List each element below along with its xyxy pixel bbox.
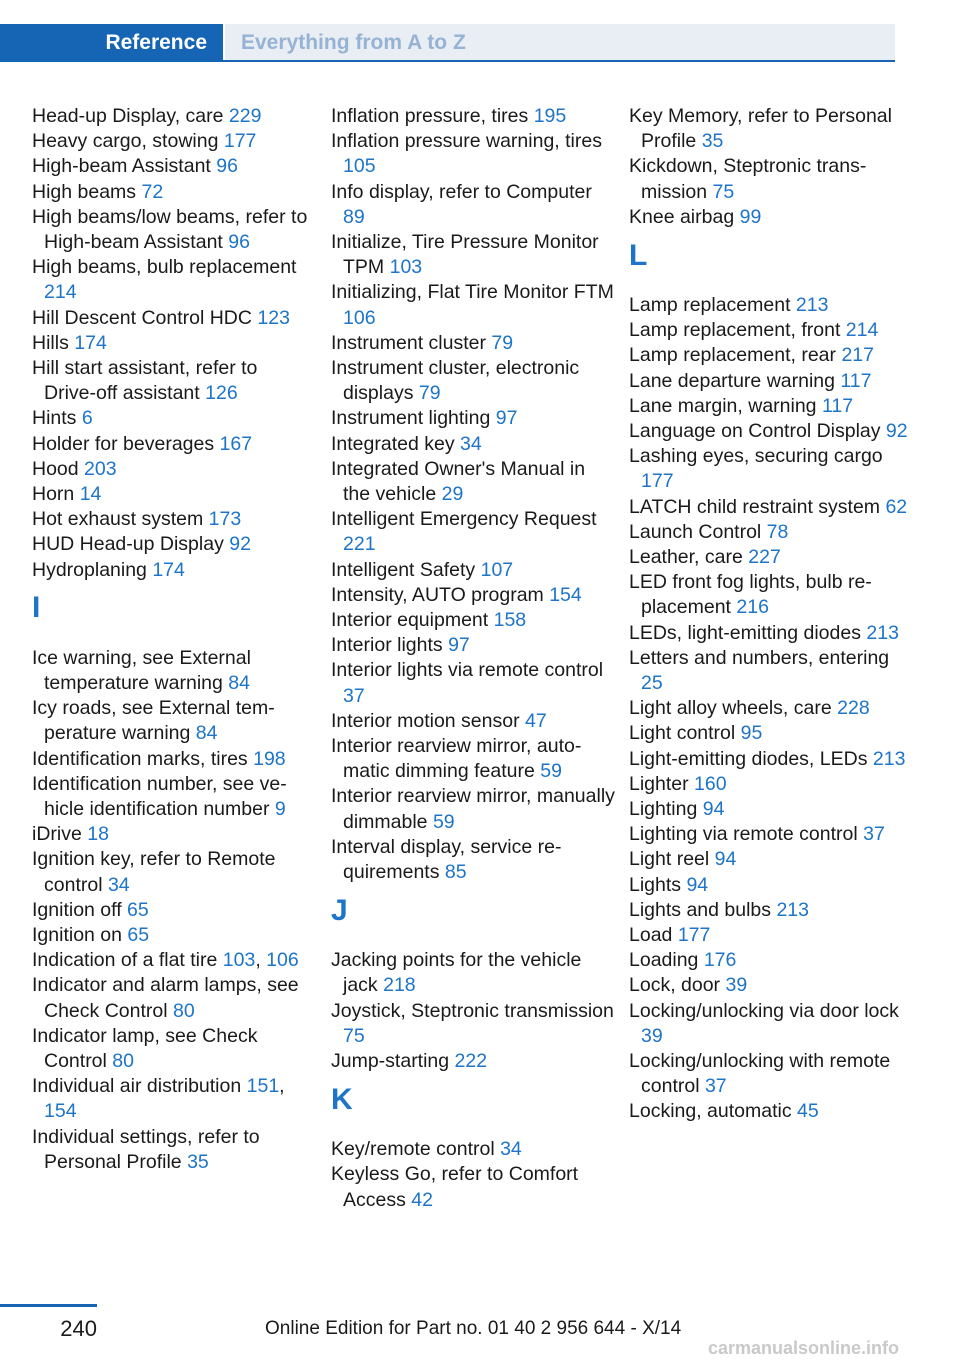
entry-term: Light control [629,722,741,745]
index-entry [331,180,616,230]
page-number: 240 [60,1316,97,1341]
entry-term: Ice warning, see External temperature warning [32,646,251,694]
entry-term: Leather, care [629,545,749,568]
page-link[interactable]: 18 [87,823,109,846]
entry-term: Instrument cluster [331,331,492,354]
entry-term: High-beam Assistant [32,155,217,178]
page-link[interactable]: 80 [172,999,195,1022]
page-link[interactable]: 154 [44,1100,77,1123]
page-link[interactable]: 89 [343,205,365,228]
entry-term: Locking/unlocking via door lock [629,999,899,1022]
entry-term: Individual air distribution [32,1075,247,1098]
page-link[interactable]: 227 [748,545,781,568]
page-link[interactable]: 65 [127,923,150,946]
page-link[interactable]: 154 [549,583,582,606]
page-link[interactable]: 59 [540,760,562,783]
subsection-tab[interactable]: Everything from A to Z [225,24,895,62]
watermark: carmanualsonline.info [708,1338,900,1358]
index-entry [629,923,914,948]
index-entry [331,331,616,356]
entry-term: Inflation pressure, tires [331,105,534,127]
entry-term: Lashing eyes, securing cargo [629,445,883,468]
index-entry [331,999,616,1049]
entry-term: Interior rearview mirror, manually dimmable [331,785,615,833]
index-column-2 [331,104,616,1213]
index-entry [331,129,616,179]
index-entry [32,205,312,255]
index-entry [629,999,914,1049]
entry-term: Instrument cluster, electronic displays [331,357,580,405]
index-entry [629,621,914,646]
entry-term: Instrument lighting [331,407,496,430]
edition-note: Online Edition for Part no. 01 40 2 956 644 - X/14 [265,1318,682,1339]
entry-term: Language on Control Display [629,419,886,442]
index-entry [331,784,616,834]
index-letter-heading: J [331,893,348,927]
index-entry [32,507,312,532]
entry-term: Hydroplaning [32,558,153,581]
page-link[interactable]: 34 [460,432,482,455]
entry-term: Indicator lamp, see Check Control [32,1024,258,1072]
page-link[interactable]: 105 [343,155,376,178]
index-entry [32,973,312,1023]
entry-term: Initialize, Tire Pressure Monitor TPM [331,231,599,279]
page-link[interactable]: 29 [441,483,464,506]
index-entry [331,558,616,583]
entry-term: Light-emitting diodes, LEDs [629,747,873,770]
entry-term: Intelligent Safety [331,558,481,581]
index-entry [331,356,616,406]
page-link[interactable]: 106 [343,306,376,329]
entry-term: Icy roads, see External temperature warning [32,697,275,745]
page-link[interactable]: 97 [495,407,518,430]
page-link[interactable]: 203 [84,457,117,480]
entry-term: Letters and numbers, entering [629,646,890,669]
index-entry [32,306,312,331]
index-entry [331,835,616,885]
page-link[interactable]: 6 [81,407,93,430]
page-link[interactable]: 9 [274,797,286,820]
index-entry [629,1049,914,1099]
page-link[interactable]: 80 [112,1050,134,1072]
entry-term: Identification number, see vehicle identification number [32,772,287,820]
page-link[interactable]: 14 [79,483,102,506]
entry-term: Intensity, AUTO program [331,583,550,606]
page-link[interactable]: 195 [533,105,567,127]
index-entry [629,154,914,204]
index-entry [32,747,312,772]
page-link[interactable]: 103 [222,949,256,972]
entry-term: Lamp replacement, front [629,319,846,342]
index-entry [32,406,312,431]
index-entry [629,444,914,494]
index-entry [331,1137,616,1162]
entry-term: Load [629,923,678,946]
page-link[interactable]: 39 [641,1024,663,1047]
entry-term: LED front fog lights, bulb replacement [629,571,872,619]
entry-term: Lane margin, warning [629,394,822,417]
page-separator: , [255,949,267,972]
page-link[interactable]: 158 [493,609,527,632]
page-link[interactable]: 96 [216,155,238,178]
page-link[interactable]: 103 [389,256,423,279]
page-link[interactable]: 218 [383,974,416,997]
entry-term: Ignition key, refer to Remote control [32,848,276,896]
page-link[interactable]: 84 [195,722,218,745]
entry-term: Interior lights via remote control [331,659,604,682]
page-link[interactable]: 228 [837,697,870,720]
page-link[interactable]: 35 [701,130,724,153]
index-entry [331,583,616,608]
index-entry [331,507,616,557]
index-entry [629,797,914,822]
page-link[interactable]: 214 [845,319,879,342]
page-link[interactable]: 176 [703,949,737,972]
index-entry [629,520,914,545]
page-link[interactable]: 42 [411,1188,433,1211]
entry-term: Hill start assistant, refer to Drive-off assistant [32,357,258,405]
page-link[interactable]: 75 [343,1024,365,1047]
page-link[interactable]: 85 [444,861,467,884]
entry-term: Locking/unlocking with remote control [629,1050,891,1098]
entry-term: Knee airbag [629,205,740,228]
page-link[interactable]: 229 [228,105,262,127]
page-link[interactable]: 167 [219,432,253,455]
entry-term: Interior rearview mirror, automatic dimming feature [331,735,582,783]
page-link[interactable]: 94 [702,797,725,820]
index-entry [32,923,312,948]
index-entry [629,343,914,368]
entry-term: Lane departure warning [629,369,841,392]
index-entry [32,646,312,696]
page-link[interactable]: 94 [686,873,709,896]
index-entry [331,406,616,431]
entry-term: Lamp replacement [629,293,796,316]
index-letter-heading: K [331,1082,353,1116]
index-entry [32,1024,312,1074]
page-link[interactable]: 117 [821,394,854,417]
page-link[interactable]: 99 [739,205,762,228]
index-entry [629,646,914,696]
entry-term: Inflation pressure warning, tires [331,130,602,153]
index-entry [32,772,312,822]
entry-term: High beams/low beams, refer to High-beam Assistant [32,205,308,254]
page-link[interactable]: 37 [704,1075,727,1098]
index-entry [331,633,616,658]
index-entry [32,898,312,923]
page-link[interactable]: 174 [152,558,185,581]
page-link[interactable]: 92 [885,419,908,442]
page-link[interactable]: 72 [141,180,164,203]
page-link[interactable]: 94 [714,848,737,871]
page-link[interactable]: 95 [740,722,763,745]
index-entry [32,482,312,507]
index-entry [629,696,914,721]
index-entry [32,822,312,847]
entry-term: Holder for beverages [32,432,220,455]
index-entry [629,104,914,154]
page-link[interactable]: 213 [872,747,906,770]
page-link[interactable]: 79 [491,331,514,354]
entry-term: Light reel [629,848,715,871]
index-column-3 [629,104,914,1125]
index-entry [331,1049,616,1074]
index-entry [629,545,914,570]
index-entry [331,709,616,734]
entry-term: Jump-starting [331,1050,455,1072]
page-link[interactable]: 25 [641,671,663,694]
entry-term: Identification marks, tires [32,747,254,770]
index-column-1 [32,104,312,1175]
index-entry [32,532,312,557]
footer-rule [0,1304,97,1307]
page-link[interactable]: 47 [525,709,547,732]
index-entry [331,658,616,708]
entry-term: Interior lights [331,634,449,657]
page-link[interactable]: 97 [448,634,470,657]
index-entry [629,419,914,444]
page-link[interactable]: 160 [694,772,727,795]
section-tab[interactable]: Reference [0,24,223,62]
page-link[interactable]: 177 [641,470,674,493]
page-link[interactable]: 65 [127,898,149,921]
index-entry [32,154,312,179]
entry-term: Hills [32,331,75,354]
page-link[interactable]: 92 [229,533,251,556]
index-entry [32,180,312,205]
index-entry [32,1074,312,1124]
entry-term: Hood [32,457,85,480]
entry-term: Lighting [629,797,703,820]
index-entry [32,356,312,406]
page-link[interactable]: 79 [418,382,441,405]
index-entry [331,1162,616,1212]
index-entry [629,721,914,746]
index-entry [32,432,312,457]
entry-term: Launch Control [629,520,767,543]
page-link[interactable]: 173 [208,508,242,531]
entry-term: Indication of a flat tire [32,949,223,972]
page-link[interactable]: 177 [677,923,711,946]
entry-term: Interior motion sensor [331,709,526,732]
index-entry [629,495,914,520]
entry-term: Head-up Display, care [32,105,229,127]
index-entry [32,457,312,482]
index-entry [32,847,312,897]
entry-term: Light alloy wheels, care [629,697,838,720]
index-entry [629,369,914,394]
index-entry [629,873,914,898]
entry-term: Integrated Owner's Manual in the vehicle [331,457,586,506]
entry-term: Lighting via remote control [629,823,864,846]
entry-term: Integrated key [331,432,460,455]
entry-term: Key Memory, refer to Personal Profile [629,105,892,153]
index-entry [629,1099,914,1124]
page-link[interactable]: 37 [343,684,365,707]
page-link[interactable]: 126 [205,382,238,405]
page-link[interactable]: 214 [44,281,77,304]
page-link[interactable]: 34 [107,873,130,896]
header-rule [0,60,895,62]
entry-term: Lights and bulbs [629,898,777,921]
entry-term: Keyless Go, refer to Comfort Access [331,1163,579,1211]
index-entry [629,973,914,998]
index-entry [629,822,914,847]
page-link[interactable]: 123 [257,306,290,329]
page-link[interactable]: 174 [74,331,107,354]
page-link[interactable]: 35 [187,1150,209,1173]
entry-term: High beams [32,180,142,203]
index-entry [629,570,914,620]
page-link[interactable]: 59 [432,810,455,833]
index-entry [629,318,914,343]
entry-term: Info display, refer to Computer [331,180,592,203]
index-entry [331,457,616,507]
entry-term: iDrive [32,823,88,846]
index-entry [32,696,312,746]
page-link[interactable]: 177 [223,130,257,153]
entry-term: Ignition off [32,898,128,921]
index-entry [331,608,616,633]
page-link[interactable]: 39 [725,974,748,997]
entry-term: Heavy cargo, stowing [32,130,224,153]
entry-term: High beams, bulb replacement [32,256,297,279]
index-entry [32,255,312,305]
index-letter-heading: L [629,238,648,272]
page-link[interactable]: 84 [228,671,250,694]
page-link[interactable]: 75 [712,180,735,203]
index-entry [331,948,616,998]
entry-term: LEDs, light-emitting diodes [629,621,867,644]
entry-term: Lock, door [629,974,726,997]
page-link[interactable]: 198 [253,747,286,770]
entry-term: Hints [32,407,82,430]
page-link[interactable]: 222 [454,1050,488,1072]
entry-term: Hill Descent Control HDC [32,306,258,329]
index-entry [629,747,914,772]
page-link[interactable]: 221 [343,533,376,556]
index-entry [629,948,914,973]
page-link[interactable]: 151 [246,1075,280,1098]
index-entry [331,734,616,784]
index-entry [32,558,312,583]
index-entry [32,1125,312,1175]
page-link[interactable]: 96 [228,231,250,254]
entry-term: Interior equipment [331,609,494,632]
entry-term: Loading [629,949,704,972]
entry-term: Locking, automatic [629,1100,798,1123]
entry-term: Lights [629,873,687,896]
index-entry [629,205,914,230]
entry-term: Initializing, Flat Tire Monitor FTM [331,281,614,304]
page-link[interactable]: 107 [480,558,514,581]
entry-term: Interval display, service requirements [331,835,562,884]
page-link[interactable]: 213 [866,621,899,644]
entry-term: Lighter [629,772,695,795]
index-entry [32,948,312,973]
entry-term: Hot exhaust system [32,508,209,531]
index-entry [331,432,616,457]
entry-term: Horn [32,483,80,506]
page-link[interactable]: 213 [776,898,809,921]
page-link[interactable]: 34 [500,1138,522,1161]
page-link[interactable]: 62 [885,495,908,518]
page-header [0,24,895,62]
page-link[interactable]: 106 [266,949,299,972]
entry-term: Ignition on [32,923,128,946]
index-entry [629,898,914,923]
entry-term: Kickdown, Steptronic transmission [629,155,867,203]
entry-term: Intelligent Emergency Request [331,508,597,531]
page-link[interactable]: 216 [736,596,769,619]
index-entry [32,331,312,356]
index-entry [32,129,312,154]
index-entry [629,293,914,318]
entry-term: Indicator and alarm lamps, see Check Control [32,974,299,1022]
page-link[interactable]: 213 [795,293,829,316]
page-link[interactable]: 45 [797,1100,819,1123]
page-link[interactable]: 117 [840,369,872,392]
page-link[interactable]: 37 [863,823,885,846]
entry-term: Jacking points for the vehicle jack [331,949,582,997]
entry-term: Lamp replacement, rear [629,344,842,367]
index-letter-heading: I [32,591,41,625]
index-entry [629,847,914,872]
index-entry [331,230,616,280]
page-separator: , [279,1075,285,1098]
index-entry [331,104,616,129]
entry-term: Joystick, Steptronic transmission [331,999,614,1022]
index-entry [32,104,312,129]
entry-term: Key/remote control [331,1138,501,1161]
index-entry [629,394,914,419]
index-entry [629,772,914,797]
entry-term: HUD Head-up Display [32,533,230,556]
page-link[interactable]: 217 [841,344,874,367]
entry-term: Individual settings, refer to Personal Profile [32,1125,260,1173]
entry-term: LATCH child restraint system [629,495,886,518]
index-entry [331,280,616,330]
page-link[interactable]: 78 [766,520,789,543]
